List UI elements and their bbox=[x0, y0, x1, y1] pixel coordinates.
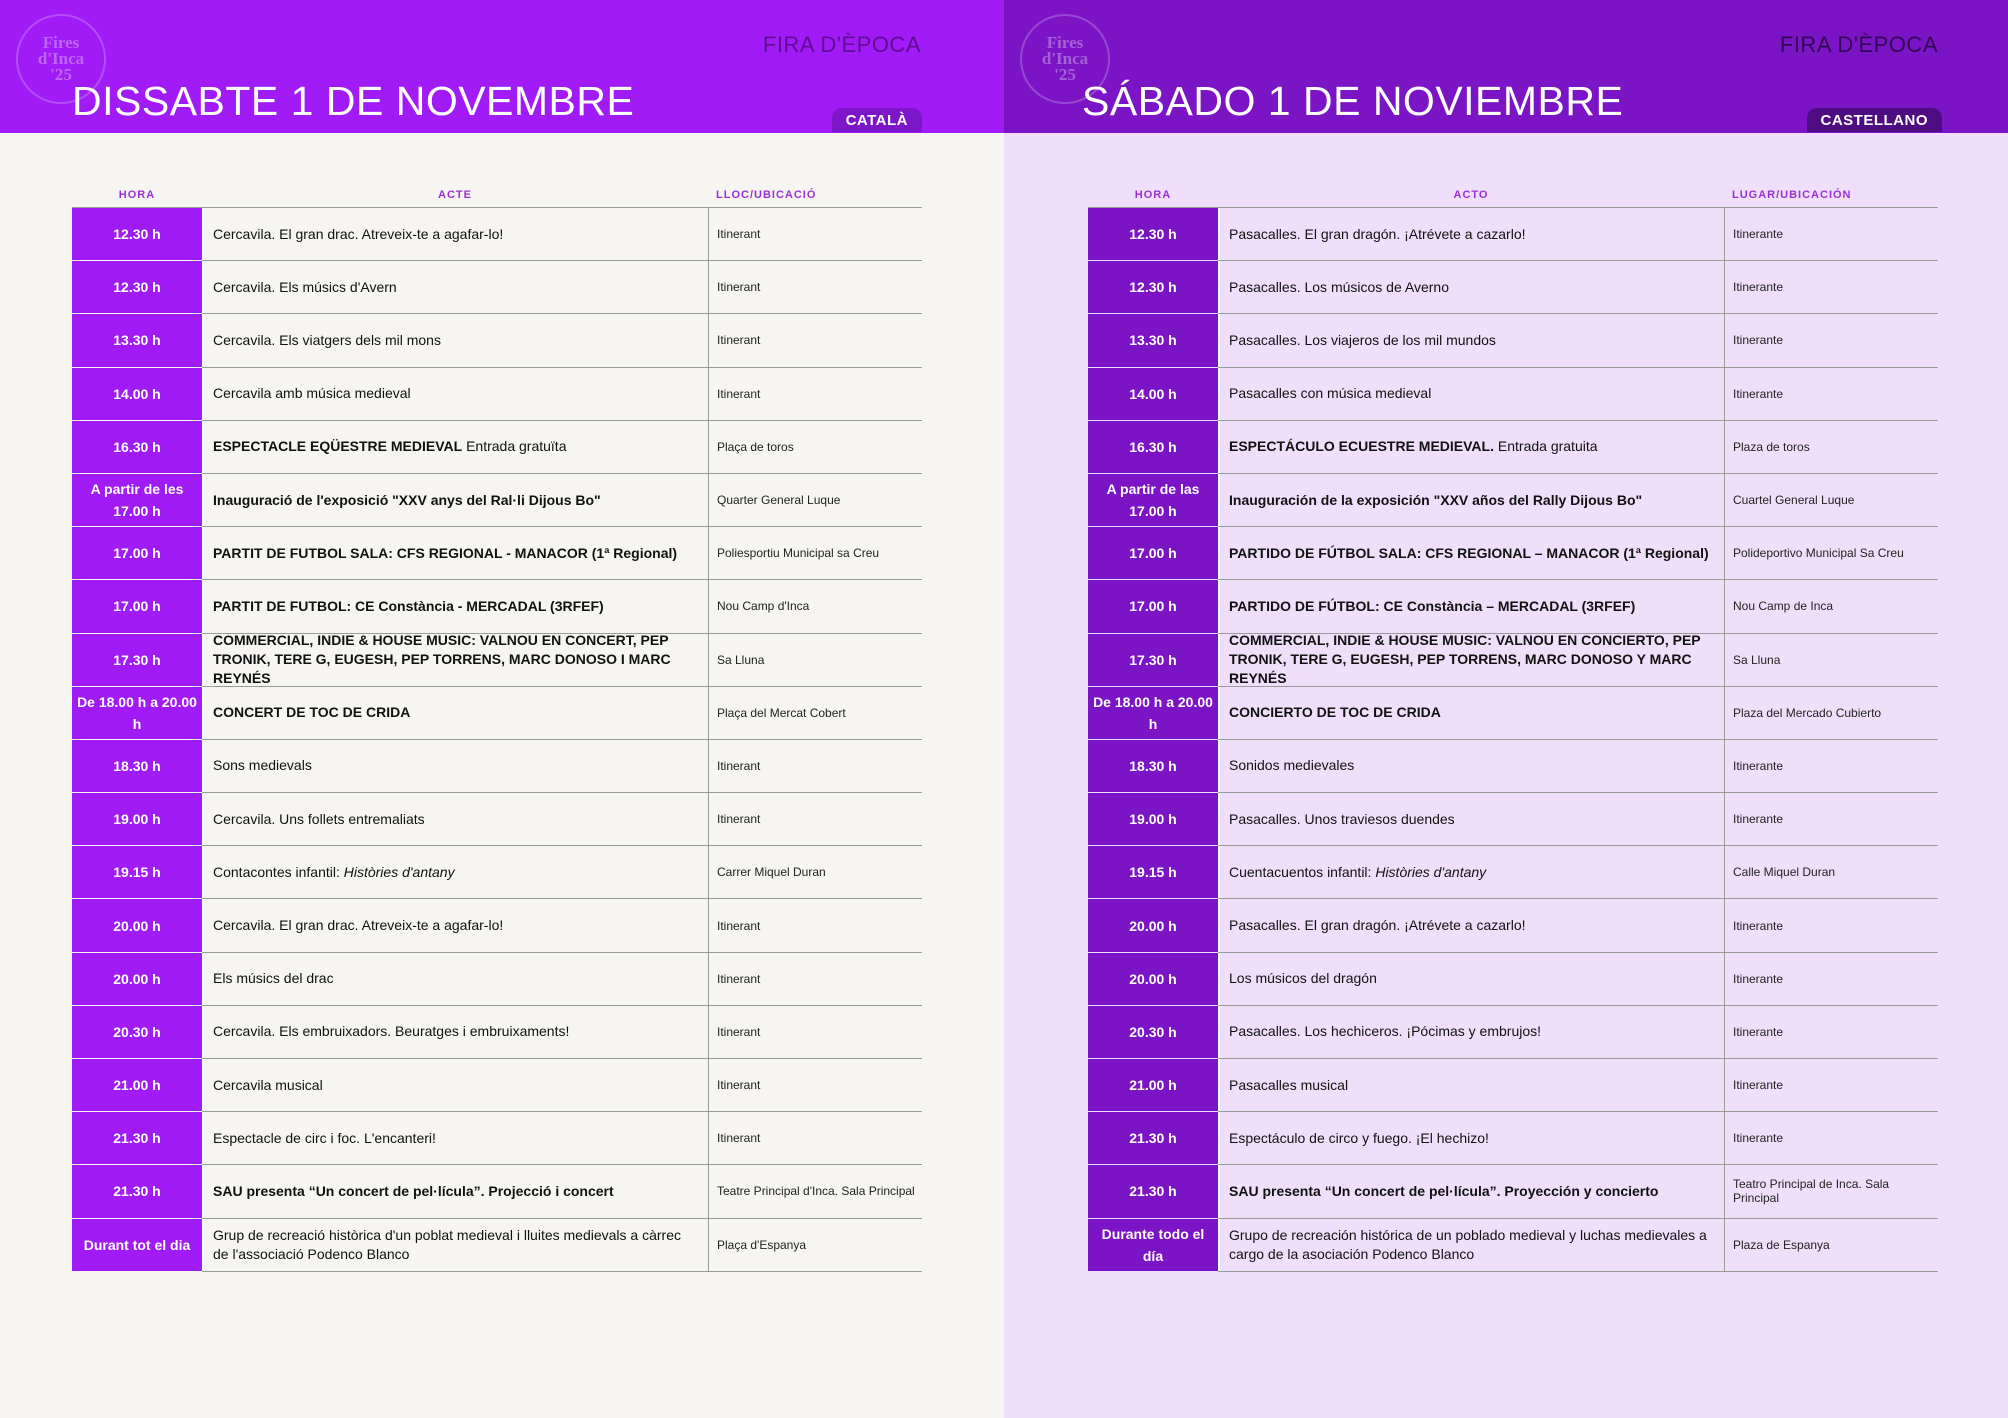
act-text bbox=[213, 491, 601, 510]
time-cell: 12.30 h bbox=[1088, 208, 1218, 261]
act-text bbox=[1229, 1129, 1489, 1148]
act-cell bbox=[1218, 953, 1724, 1005]
time-cell: 20.30 h bbox=[72, 1006, 202, 1059]
table-row bbox=[72, 261, 922, 314]
act-text bbox=[213, 1076, 323, 1095]
act-segment: COMMERCIAL, INDIE & HOUSE MUSIC: VALNOU EN CONCERT, PEP TRONIK, TERE G, EUGESH, PEP TORRENS, MARC DONOSO I MARC REYNÉS bbox=[213, 632, 671, 687]
act-segment: Grupo de recreación histórica de un poblado medieval y luchas medievales a cargo de la asociación Podenco Blanco bbox=[1229, 1226, 1707, 1262]
act-text bbox=[1229, 969, 1377, 988]
act-segment: Inauguració de l'exposició "XXV anys del Ral·li Dijous Bo" bbox=[213, 491, 601, 508]
act-cell bbox=[1218, 474, 1724, 526]
table-row bbox=[1088, 474, 1938, 527]
page-title: SÁBADO 1 DE NOVIEMBRE bbox=[1082, 78, 1624, 124]
place-cell: Calle Miquel Duran bbox=[1724, 846, 1938, 898]
section-label: FIRA D'ÈPOCA bbox=[762, 32, 921, 57]
time-cell: De 18.00 h a 20.00 h bbox=[1088, 687, 1218, 740]
table-row bbox=[1088, 793, 1938, 846]
table-row bbox=[72, 793, 922, 846]
place-cell: Plaça del Mercat Cobert bbox=[708, 687, 922, 739]
act-cell bbox=[1218, 687, 1724, 739]
act-segment: Pasacalles. Los músicos de Averno bbox=[1229, 278, 1449, 295]
act-segment: Espectáculo de circo y fuego. ¡El hechizo! bbox=[1229, 1129, 1489, 1146]
act-cell bbox=[1218, 368, 1724, 420]
act-segment: Entrada gratuïta bbox=[462, 438, 567, 455]
act-text bbox=[213, 544, 677, 563]
time-cell: 18.30 h bbox=[1088, 740, 1218, 793]
page-header bbox=[0, 0, 1004, 133]
table-body bbox=[72, 208, 922, 1272]
page-header bbox=[1004, 0, 2008, 133]
time-cell: Durant tot el dia bbox=[72, 1219, 202, 1272]
act-text bbox=[1229, 491, 1642, 510]
act-segment: Cercavila. El gran drac. Atreveix-te a agafar-lo! bbox=[213, 917, 504, 934]
act-cell bbox=[1218, 793, 1724, 845]
time-cell: 19.00 h bbox=[72, 793, 202, 846]
act-cell bbox=[202, 208, 708, 260]
place-cell: Itinerant bbox=[708, 1112, 922, 1164]
time-cell: 21.00 h bbox=[1088, 1059, 1218, 1112]
time-cell: 19.15 h bbox=[72, 846, 202, 899]
table-row bbox=[1088, 634, 1938, 687]
language-badge: CASTELLANO bbox=[1807, 108, 1943, 132]
place-cell: Itinerant bbox=[708, 1006, 922, 1058]
column-header-act: ACTO bbox=[1453, 188, 1489, 201]
act-cell bbox=[1218, 899, 1724, 951]
time-cell: A partir de les 17.00 h bbox=[72, 474, 202, 527]
act-segment: Cercavila. Els músics d'Avern bbox=[213, 278, 397, 295]
logo-text: Fires d'Inca '25 bbox=[1041, 33, 1089, 84]
time-cell: 17.00 h bbox=[72, 580, 202, 633]
place-cell: Quarter General Luque bbox=[708, 474, 922, 526]
place-cell: Poliesportiu Municipal sa Creu bbox=[708, 527, 922, 579]
act-cell bbox=[202, 474, 708, 526]
place-cell: Itinerante bbox=[1724, 1059, 1938, 1111]
table-row bbox=[1088, 687, 1938, 740]
act-text bbox=[213, 631, 700, 688]
table-row bbox=[72, 1059, 922, 1112]
act-text bbox=[1229, 756, 1354, 775]
table-row bbox=[72, 580, 922, 633]
act-text bbox=[1229, 1182, 1658, 1201]
act-segment: Espectacle de circ i foc. L'encanteri! bbox=[213, 1129, 436, 1146]
table-row bbox=[72, 1219, 922, 1272]
act-text bbox=[213, 225, 503, 244]
time-cell: 20.00 h bbox=[72, 953, 202, 1006]
act-cell bbox=[1218, 1165, 1724, 1217]
place-cell: Itinerante bbox=[1724, 740, 1938, 792]
act-segment: SAU presenta “Un concert de pel·lícula”. Proyección y concierto bbox=[1229, 1182, 1659, 1199]
act-text bbox=[213, 756, 312, 775]
time-cell: 12.30 h bbox=[72, 208, 202, 261]
page-castellano bbox=[1004, 0, 2008, 1418]
time-cell: 19.15 h bbox=[1088, 846, 1218, 899]
act-segment: Cercavila. El gran drac. Atreveix-te a agafar-lo! bbox=[213, 225, 504, 242]
section-label: FIRA D'ÈPOCA bbox=[1779, 32, 1938, 57]
act-cell bbox=[1218, 208, 1724, 260]
place-cell: Sa Lluna bbox=[1724, 634, 1938, 686]
act-text bbox=[1229, 437, 1598, 456]
place-cell: Plaza de Espanya bbox=[1724, 1219, 1938, 1271]
act-segment: Grup de recreació històrica d'un poblat medieval i lluites medievals a càrrec de l'associació Podenco Blanco bbox=[213, 1226, 682, 1262]
table-row bbox=[1088, 1059, 1938, 1112]
table-body bbox=[1088, 208, 1938, 1272]
table-row bbox=[72, 953, 922, 1006]
time-cell: 21.30 h bbox=[72, 1165, 202, 1218]
time-cell: 17.30 h bbox=[72, 634, 202, 687]
act-text bbox=[213, 1129, 436, 1148]
act-segment: Cercavila. Els embruixadors. Beuratges i embruixaments! bbox=[213, 1023, 570, 1040]
place-cell: Itinerant bbox=[708, 208, 922, 260]
page-title: DISSABTE 1 DE NOVEMBRE bbox=[72, 78, 635, 124]
act-text bbox=[1229, 544, 1709, 563]
act-cell bbox=[1218, 527, 1724, 579]
table-row bbox=[1088, 1112, 1938, 1165]
column-header-place: LUGAR/UBICACIÓN bbox=[1732, 188, 1852, 201]
table-header bbox=[1088, 182, 1938, 208]
act-cell bbox=[1218, 314, 1724, 366]
place-cell: Itinerant bbox=[708, 368, 922, 420]
act-text bbox=[1229, 810, 1455, 829]
time-cell: 20.00 h bbox=[1088, 899, 1218, 952]
act-segment: Inauguración de la exposición "XXV años del Rally Dijous Bo" bbox=[1229, 491, 1643, 508]
column-header-place: LLOC/UBICACIÓ bbox=[716, 188, 817, 201]
act-segment: CONCERT DE TOC DE CRIDA bbox=[213, 704, 411, 721]
act-cell bbox=[202, 580, 708, 632]
logo-text: Fires d'Inca '25 bbox=[37, 33, 85, 84]
act-text bbox=[1229, 384, 1431, 403]
act-cell bbox=[1218, 261, 1724, 313]
column-header-time: HORA bbox=[1134, 188, 1172, 201]
act-segment: Cercavila. Els viatgers dels mil mons bbox=[213, 331, 441, 348]
table-row bbox=[72, 208, 922, 261]
act-text bbox=[213, 863, 455, 882]
act-text bbox=[1229, 225, 1526, 244]
act-text bbox=[213, 597, 604, 616]
place-cell: Teatre Principal d'Inca. Sala Principal bbox=[708, 1165, 922, 1217]
table-row bbox=[72, 368, 922, 421]
place-cell: Cuartel General Luque bbox=[1724, 474, 1938, 526]
act-cell bbox=[1218, 1112, 1724, 1164]
time-cell: 14.00 h bbox=[72, 368, 202, 421]
act-text bbox=[213, 1226, 700, 1264]
act-text bbox=[213, 703, 410, 722]
act-cell bbox=[202, 846, 708, 898]
table-row bbox=[1088, 368, 1938, 421]
place-cell: Polideportivo Municipal Sa Creu bbox=[1724, 527, 1938, 579]
place-cell: Itinerante bbox=[1724, 899, 1938, 951]
act-cell bbox=[202, 421, 708, 473]
time-cell: 21.30 h bbox=[1088, 1165, 1218, 1218]
act-segment: Pasacalles. Los hechiceros. ¡Pócimas y embrujos! bbox=[1229, 1023, 1542, 1040]
time-cell: 13.30 h bbox=[72, 314, 202, 367]
act-cell bbox=[202, 1219, 708, 1271]
table-row bbox=[1088, 1006, 1938, 1059]
act-segment: PARTIT DE FUTBOL SALA: CFS REGIONAL - MANACOR (1ª Regional) bbox=[213, 544, 678, 561]
act-segment: Los músicos del dragón bbox=[1229, 970, 1377, 987]
table-row bbox=[1088, 846, 1938, 899]
act-text bbox=[213, 331, 441, 350]
time-cell: De 18.00 h a 20.00 h bbox=[72, 687, 202, 740]
column-header-time: HORA bbox=[118, 188, 156, 201]
table-row bbox=[1088, 527, 1938, 580]
table-row bbox=[72, 1112, 922, 1165]
time-cell: 18.30 h bbox=[72, 740, 202, 793]
act-segment: Sons medievals bbox=[213, 757, 312, 774]
table-row bbox=[72, 527, 922, 580]
act-cell bbox=[1218, 634, 1724, 686]
act-cell bbox=[1218, 580, 1724, 632]
time-cell: A partir de las 17.00 h bbox=[1088, 474, 1218, 527]
act-segment: Pasacalles musical bbox=[1229, 1076, 1349, 1093]
act-text bbox=[1229, 597, 1635, 616]
place-cell: Itinerante bbox=[1724, 793, 1938, 845]
act-cell bbox=[202, 527, 708, 579]
act-segment: Cuentacuentos infantil: bbox=[1229, 863, 1376, 880]
place-cell: Itinerante bbox=[1724, 314, 1938, 366]
time-cell: 20.00 h bbox=[72, 899, 202, 952]
table-row bbox=[72, 314, 922, 367]
act-segment: Històries d'antany bbox=[1375, 863, 1487, 880]
act-segment: Contacontes infantil: bbox=[213, 863, 344, 880]
place-cell: Nou Camp d'Inca bbox=[708, 580, 922, 632]
table-row bbox=[1088, 740, 1938, 793]
place-cell: Itinerant bbox=[708, 953, 922, 1005]
act-text bbox=[213, 916, 503, 935]
place-cell: Teatro Principal de Inca. Sala Principal bbox=[1724, 1165, 1938, 1217]
place-cell: Itinerant bbox=[708, 793, 922, 845]
time-cell: 20.30 h bbox=[1088, 1006, 1218, 1059]
act-cell bbox=[202, 1059, 708, 1111]
table-row bbox=[72, 687, 922, 740]
table-row bbox=[72, 740, 922, 793]
time-cell: 21.30 h bbox=[1088, 1112, 1218, 1165]
table-row bbox=[1088, 208, 1938, 261]
act-cell bbox=[202, 793, 708, 845]
place-cell: Itinerante bbox=[1724, 261, 1938, 313]
place-cell: Carrer Miquel Duran bbox=[708, 846, 922, 898]
place-cell: Itinerante bbox=[1724, 1112, 1938, 1164]
place-cell: Itinerante bbox=[1724, 1006, 1938, 1058]
place-cell: Itinerant bbox=[708, 261, 922, 313]
act-cell bbox=[1218, 1059, 1724, 1111]
place-cell: Itinerant bbox=[708, 740, 922, 792]
table-row bbox=[72, 846, 922, 899]
act-segment: Pasacalles. Unos traviesos duendes bbox=[1229, 810, 1455, 827]
place-cell: Itinerante bbox=[1724, 368, 1938, 420]
place-cell: Plaça d'Espanya bbox=[708, 1219, 922, 1271]
act-text bbox=[1229, 331, 1496, 350]
act-text bbox=[213, 1022, 569, 1041]
table-row bbox=[1088, 953, 1938, 1006]
act-segment: Cercavila amb música medieval bbox=[213, 385, 411, 402]
act-text bbox=[1229, 863, 1486, 882]
act-text bbox=[1229, 703, 1441, 722]
place-cell: Itinerante bbox=[1724, 953, 1938, 1005]
act-text bbox=[1229, 1022, 1541, 1041]
language-badge: CATALÀ bbox=[832, 108, 922, 132]
act-text bbox=[1229, 916, 1526, 935]
time-cell: 19.00 h bbox=[1088, 793, 1218, 846]
act-cell bbox=[202, 953, 708, 1005]
table-row bbox=[72, 1165, 922, 1218]
table-row bbox=[1088, 421, 1938, 474]
place-cell: Itinerant bbox=[708, 1059, 922, 1111]
act-cell bbox=[202, 1165, 708, 1217]
time-cell: 17.00 h bbox=[72, 527, 202, 580]
act-cell bbox=[1218, 1006, 1724, 1058]
act-segment: Pasacalles con música medieval bbox=[1229, 385, 1432, 402]
act-cell bbox=[202, 1006, 708, 1058]
table-row bbox=[72, 899, 922, 952]
act-cell bbox=[1218, 846, 1724, 898]
act-segment: PARTIDO DE FÚTBOL SALA: CFS REGIONAL – MANACOR (1ª Regional) bbox=[1229, 544, 1709, 561]
place-cell: Plaça de toros bbox=[708, 421, 922, 473]
time-cell: 21.00 h bbox=[72, 1059, 202, 1112]
act-cell bbox=[202, 1112, 708, 1164]
act-text bbox=[1229, 1226, 1716, 1264]
act-segment: Cercavila musical bbox=[213, 1076, 323, 1093]
act-text bbox=[213, 437, 566, 456]
act-segment: CONCIERTO DE TOC DE CRIDA bbox=[1229, 704, 1441, 721]
act-text bbox=[1229, 1076, 1348, 1095]
table-row bbox=[72, 1006, 922, 1059]
time-cell: 16.30 h bbox=[72, 421, 202, 474]
act-cell bbox=[202, 368, 708, 420]
time-cell: 17.00 h bbox=[1088, 580, 1218, 633]
place-cell: Itinerant bbox=[708, 314, 922, 366]
act-text bbox=[213, 810, 425, 829]
act-segment: ESPECTÁCULO ECUESTRE MEDIEVAL. bbox=[1229, 438, 1494, 455]
act-cell bbox=[202, 261, 708, 313]
act-text bbox=[213, 278, 397, 297]
place-cell: Sa Lluna bbox=[708, 634, 922, 686]
act-segment: Sonidos medievales bbox=[1229, 757, 1355, 774]
table-row bbox=[1088, 314, 1938, 367]
table-row bbox=[1088, 1219, 1938, 1272]
table-row bbox=[72, 421, 922, 474]
time-cell: 13.30 h bbox=[1088, 314, 1218, 367]
table-row bbox=[1088, 1165, 1938, 1218]
place-cell: Itinerante bbox=[1724, 208, 1938, 260]
table-row bbox=[72, 634, 922, 687]
act-cell bbox=[202, 740, 708, 792]
place-cell: Plaza del Mercado Cubierto bbox=[1724, 687, 1938, 739]
schedule-table bbox=[1088, 182, 1938, 1272]
act-segment: Pasacalles. Los viajeros de los mil mundos bbox=[1229, 331, 1496, 348]
act-segment: Pasacalles. El gran dragón. ¡Atrévete a cazarlo! bbox=[1229, 917, 1526, 934]
act-cell bbox=[202, 314, 708, 366]
act-cell bbox=[1218, 421, 1724, 473]
act-segment: PARTIT DE FUTBOL: CE Constància - MERCADAL (3RFEF) bbox=[213, 597, 604, 614]
act-cell bbox=[202, 899, 708, 951]
table-row bbox=[1088, 261, 1938, 314]
time-cell: 12.30 h bbox=[1088, 261, 1218, 314]
act-segment: COMMERCIAL, INDIE & HOUSE MUSIC: VALNOU EN CONCIERTO, PEP TRONIK, TERE G, EUGESH, PEP TORRENS, MARC DONOSO Y MARC REYNÉS bbox=[1229, 632, 1701, 687]
act-segment: PARTIDO DE FÚTBOL: CE Constància – MERCADAL (3RFEF) bbox=[1229, 597, 1636, 614]
time-cell: Durante todo el día bbox=[1088, 1219, 1218, 1272]
time-cell: 14.00 h bbox=[1088, 368, 1218, 421]
table-header bbox=[72, 182, 922, 208]
act-text bbox=[1229, 278, 1449, 297]
act-cell bbox=[1218, 740, 1724, 792]
time-cell: 21.30 h bbox=[72, 1112, 202, 1165]
act-segment: Pasacalles. El gran dragón. ¡Atrévete a cazarlo! bbox=[1229, 225, 1526, 242]
time-cell: 12.30 h bbox=[72, 261, 202, 314]
table-row bbox=[72, 474, 922, 527]
time-cell: 20.00 h bbox=[1088, 953, 1218, 1006]
act-text bbox=[213, 969, 334, 988]
time-cell: 16.30 h bbox=[1088, 421, 1218, 474]
place-cell: Itinerant bbox=[708, 899, 922, 951]
table-row bbox=[1088, 899, 1938, 952]
act-cell bbox=[202, 687, 708, 739]
time-cell: 17.00 h bbox=[1088, 527, 1218, 580]
table-row bbox=[1088, 580, 1938, 633]
act-segment: Històries d'antany bbox=[343, 863, 455, 880]
act-segment: SAU presenta “Un concert de pel·lícula”. Projecció i concert bbox=[213, 1182, 614, 1199]
time-cell: 17.30 h bbox=[1088, 634, 1218, 687]
act-text bbox=[213, 384, 411, 403]
act-cell bbox=[1218, 1219, 1724, 1271]
column-header-act: ACTE bbox=[438, 188, 472, 201]
place-cell: Nou Camp de Inca bbox=[1724, 580, 1938, 632]
place-cell: Plaza de toros bbox=[1724, 421, 1938, 473]
act-text bbox=[1229, 631, 1716, 688]
act-segment: ESPECTACLE EQÜESTRE MEDIEVAL bbox=[213, 438, 463, 455]
act-text bbox=[213, 1182, 614, 1201]
schedule-table bbox=[72, 182, 922, 1272]
act-segment: Els músics del drac bbox=[213, 970, 334, 987]
act-cell bbox=[202, 634, 708, 686]
act-segment: Entrada gratuita bbox=[1494, 438, 1598, 455]
act-segment: Cercavila. Uns follets entremaliats bbox=[213, 810, 425, 827]
